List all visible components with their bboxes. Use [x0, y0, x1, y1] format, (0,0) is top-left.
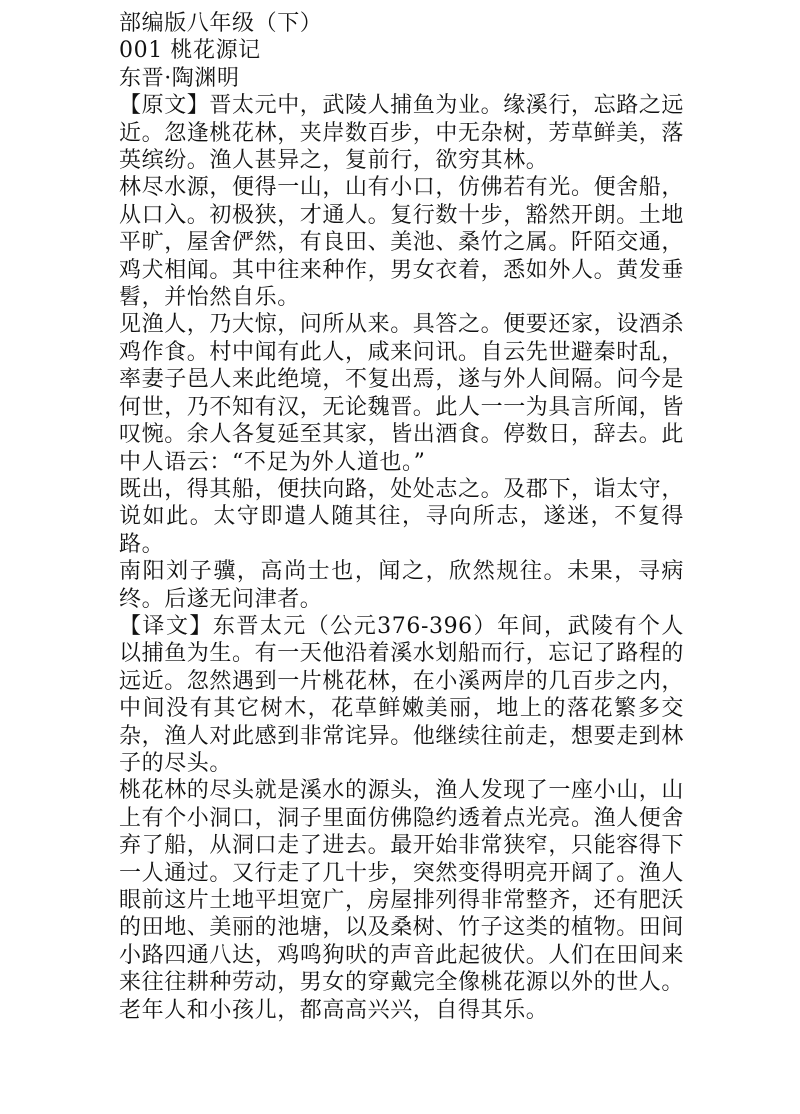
lesson-title: 001 桃花源记 [119, 38, 261, 64]
original-paragraph-2: 林尽水源，便得一山，山有小口，仿佛若有光。便舍船，从口入。初极狭，才通人。复行数十步，豁然开朗。土地平旷，屋舍俨然，有良田、美池、桑竹之属。阡陌交通，鸡犬相闻。其中往来种作，男女衣着，悉如外人。黄发垂髫，并怡然自乐。 [119, 175, 685, 311]
original-paragraph-5: 南阳刘子骥，高尚士也，闻之，欣然规往。未果，寻病终。后遂无问津者。 [119, 559, 684, 612]
original-paragraph-4: 既出，得其船，便扶向路，处处志之。及郡下，诣太守，说如此。太守即遣人随其往，寻向所志，遂迷，不复得路。 [119, 476, 685, 557]
grade-heading: 部编版八年级（下） [119, 11, 323, 36]
document-page [119, 10, 684, 1024]
author-line: 东晋·陶渊明 [119, 65, 240, 91]
original-paragraph-3: 见渔人，乃大惊，问所从来。具答之。便要还家，设酒杀鸡作食。村中闻有此人，咸来问讯。自云先世避秦时乱，率妻子邑人来此绝境，不复出焉，遂与外人间隔。问今是何世，乃不知有汉，无论魏晋。此人一一为具言所闻，皆叹惋。余人各复延至其家，皆出酒食。停数日，辞去。此中人语云：“不足为外人道也。” [119, 312, 685, 475]
original-paragraph-1: 【原文】晋太元中，武陵人捕鱼为业。缘溪行，忘路之远近。忽逢桃花林，夹岸数百步，中无杂树，芳草鲜美，落英缤纷。渔人甚异之，复前行，欲穷其林。 [119, 93, 685, 174]
translation-paragraph-1: 【译文】东晋太元（公元376-396）年间，武陵有个人以捕鱼为生。有一天他沿着溪水划船而行，忘记了路程的远近。忽然遇到一片桃花林，在小溪两岸的几百步之内，中间没有其它树木，花草鲜嫩美丽，地上的落花繁多交杂，渔人对此感到非常诧异。他继续往前走，想要走到林子的尽头。 [119, 613, 685, 776]
translation-paragraph-2: 桃花林的尽头就是溪水的源头，渔人发现了一座小山，山上有个小洞口，洞子里面仿佛隐约透着点光亮。渔人便舍弃了船，从洞口走了进去。最开始非常狭窄，只能容得下一人通过。又行走了几十步，突然变得明亮开阔了。渔人眼前这片土地平坦宽广，房屋排列得非常整齐，还有肥沃的田地、美丽的池塘，以及桑树、竹子这类的植物。田间小路四通八达，鸡鸣狗吠的声音此起彼伏。人们在田间来来往往耕种劳动，男女的穿戴完全像桃花源以外的世人。老年人和小孩儿，都高高兴兴，自得其乐。 [119, 778, 685, 1023]
